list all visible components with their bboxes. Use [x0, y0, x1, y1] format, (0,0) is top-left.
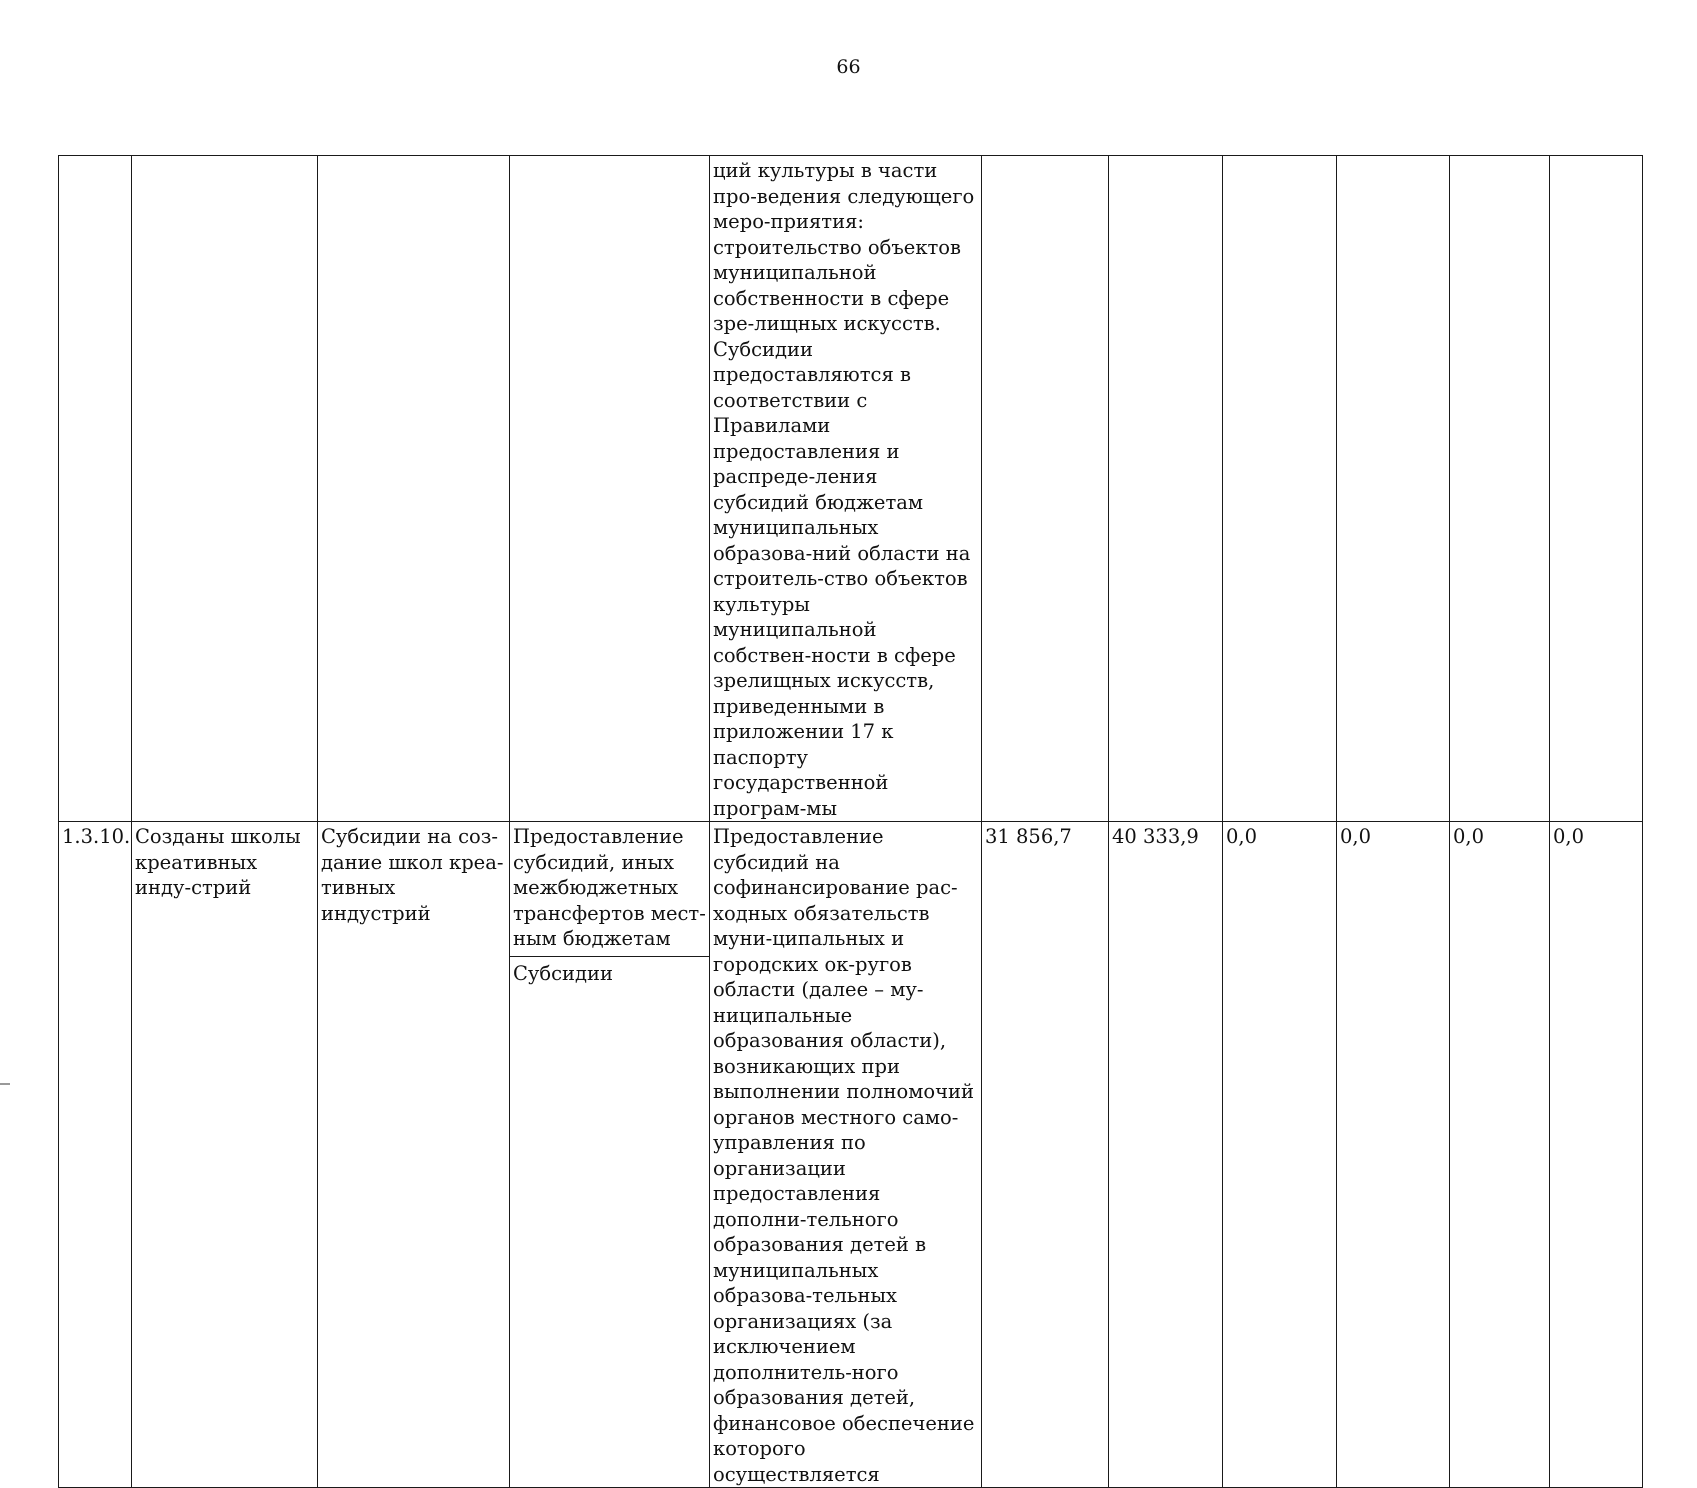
table-row-1-3-10: [59, 822, 1643, 1488]
cell-value-1: [982, 156, 1109, 822]
cell-result: [132, 156, 318, 822]
cell-value-2: 40 333,9: [1109, 822, 1223, 1488]
cell-value-6: 0,0: [1550, 822, 1643, 1488]
cell-value-1: 31 856,7: [982, 822, 1109, 1488]
cell-description: Предоставление субсидий на софинансирование рас-ходных обязательств муни-ципальных и городских ок-ругов области (далее – му-ниципальные образования области), возникающих при выполнении полномочий органов местного само-управления по организации предоставления дополни-тельного образования детей в муниципальных образова-тельных организациях (за исключением дополнитель-ного образования детей, финансовое обеспечение которого осуществляется: [710, 822, 982, 1488]
cell-value-3: [1223, 156, 1337, 822]
cell-type: [510, 156, 710, 822]
cell-value-5: 0,0: [1450, 822, 1550, 1488]
table-row-continuation: [59, 156, 1643, 822]
cell-measure: Субсидии на соз-дание школ креа-тивных индустрий: [318, 822, 510, 1488]
cell-value-4: 0,0: [1337, 822, 1450, 1488]
cell-measure: [318, 156, 510, 822]
cell-value-4: [1337, 156, 1450, 822]
cell-value-2: [1109, 156, 1223, 822]
cell-number: [59, 156, 132, 822]
cell-value-5: [1450, 156, 1550, 822]
cell-result: Созданы школы креативных инду-стрий: [132, 822, 318, 1488]
scan-artifact: [0, 1083, 10, 1085]
type-main: Предоставление субсидий, иных межбюджетных трансфертов мест-ным бюджетам: [510, 824, 709, 957]
cell-description: ций культуры в части про-ведения следующего меро-приятия: строительство объектов муниципальной собственности в сфере зре-лищных искусств. Субсидии предоставляются в соответствии с Правилами предоставления и распреде-ления субсидий бюджетам муниципальных образова-ний области на строитель-ство объектов культуры муниципальной собствен-ности в сфере зрелищных искусств, приведенными в приложении 17 к паспорту государственной програм-мы: [710, 156, 982, 822]
cell-value-6: [1550, 156, 1643, 822]
page-number: 66: [836, 56, 861, 78]
cell-number: 1.3.10.: [59, 822, 132, 1488]
type-sub: Субсидии: [513, 961, 614, 985]
cell-value-3: 0,0: [1223, 822, 1337, 1488]
cell-type: [510, 822, 710, 1488]
program-table: [58, 155, 1643, 1488]
